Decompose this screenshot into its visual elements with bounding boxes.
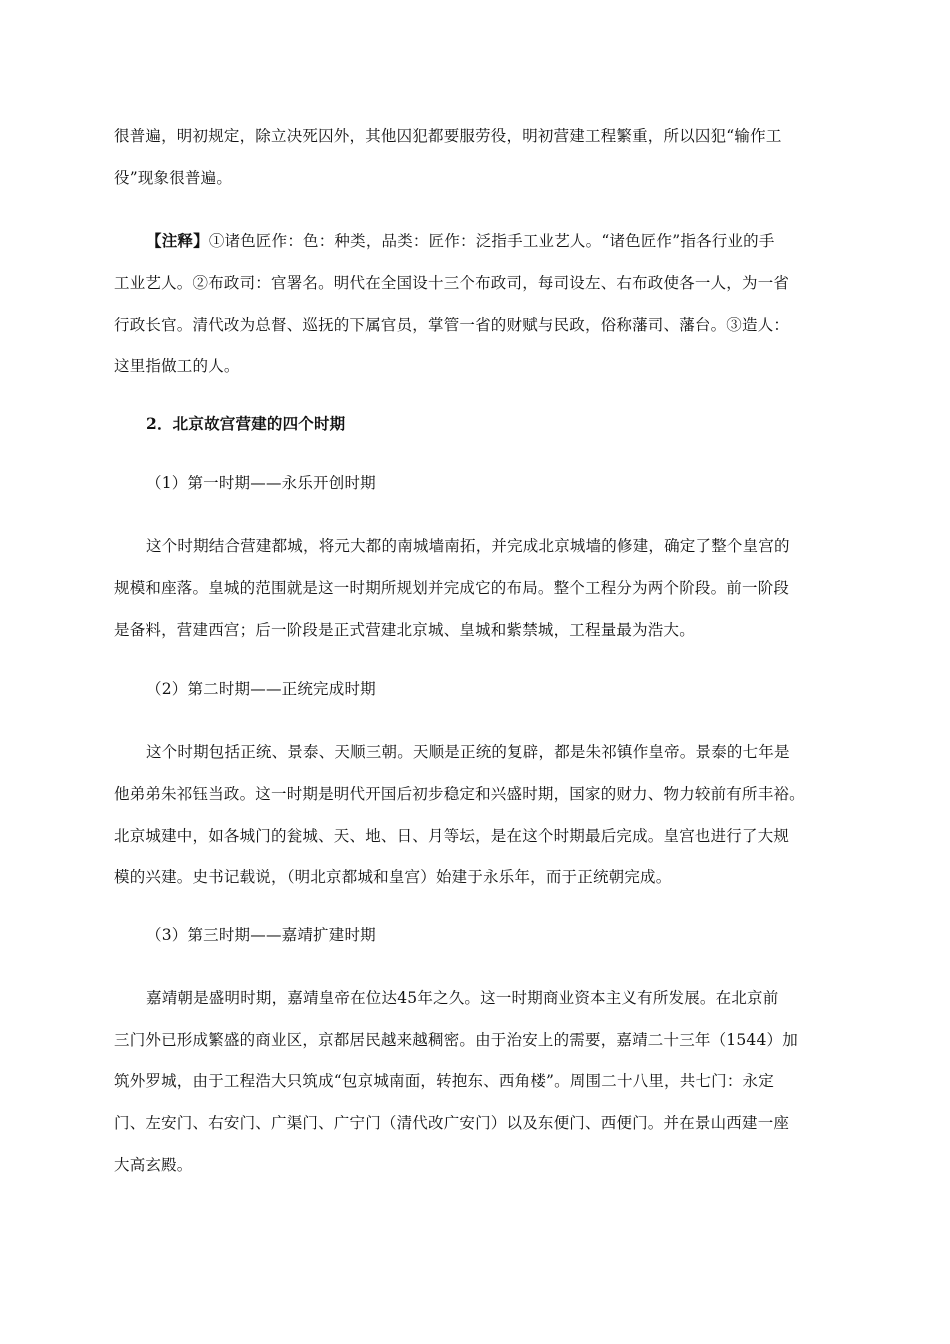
period-3-line-4: 门、左安门、右安门、广渠门、广宁门（清代改广安门）以及东便门、西便门。并在景山西建一座: [114, 1114, 790, 1132]
notes-line-4: 这里指做工的人。: [114, 357, 240, 375]
notes-line-3: 行政长官。清代改为总督、巡抚的下属官员，掌管一省的财赋与民政，俗称藩司、藩台。③造人：: [114, 316, 790, 334]
period-1-line-2: 规模和座落。皇城的范围就是这一时期所规划并完成它的布局。整个工程分为两个阶段。前一阶段: [114, 579, 790, 597]
period-3-line-3: 筑外罗城，由于工程浩大只筑成“包京城南面，转抱东、西角楼”。周围二十八里，共七门：永定: [114, 1072, 774, 1090]
notes-line-2: 工业艺人。②布政司：官署名。明代在全国设十三个布政司，每司设左、右布政使各一人，为一省: [114, 274, 790, 292]
period-3-line-2: 三门外已形成繁盛的商业区，京都居民越来越稠密。由于治安上的需要，嘉靖二十三年（1544）加: [114, 1031, 798, 1049]
period-2-line-4: 模的兴建。史书记载说，（明北京都城和皇宫）始建于永乐年，而于正统朝完成。: [114, 868, 672, 886]
intro-line-2: 役”现象很普遍。: [114, 169, 233, 187]
period-2-line-2: 他弟弟朱祁钰当政。这一时期是明代开国后初步稳定和兴盛时期，国家的财力、物力较前有所丰裕。: [114, 785, 805, 803]
notes-label: 【注释】: [146, 231, 209, 250]
period-3-line-5: 大高玄殿。: [114, 1156, 193, 1174]
section-heading: 2．北京故宫营建的四个时期: [146, 414, 346, 433]
period-1-line-1: 这个时期结合营建都城，将元大都的南城墙南拓，并完成北京城墙的修建，确定了整个皇宫的: [146, 537, 790, 555]
period-1-title: （1）第一时期——永乐开创时期: [146, 474, 376, 492]
notes-line-1-text: ①诸色匠作：色：种类，品类：匠作：泛指手工业艺人。“诸色匠作”指各行业的手: [208, 232, 775, 250]
period-3-title: （3）第三时期——嘉靖扩建时期: [146, 926, 376, 944]
period-2-line-3: 北京城建中，如各城门的瓮城、天、地、日、月等坛，是在这个时期最后完成。皇宫也进行了大规: [114, 827, 790, 845]
notes-line-1: [146, 231, 775, 251]
period-1-line-3: 是备料，营建西宫；后一阶段是正式营建北京城、皇城和紫禁城，工程量最为浩大。: [114, 621, 695, 639]
period-2-title: （2）第二时期——正统完成时期: [146, 680, 376, 698]
period-2-line-1: 这个时期包括正统、景泰、天顺三朝。天顺是正统的复辟，都是朱祁镇作皇帝。景泰的七年是: [146, 743, 790, 761]
period-3-line-1: 嘉靖朝是盛明时期，嘉靖皇帝在位达45年之久。这一时期商业资本主义有所发展。在北京前: [146, 989, 779, 1007]
intro-line-1: 很普遍，明初规定，除立决死囚外，其他囚犯都要服劳役，明初营建工程繁重，所以囚犯“输作工: [114, 127, 782, 145]
